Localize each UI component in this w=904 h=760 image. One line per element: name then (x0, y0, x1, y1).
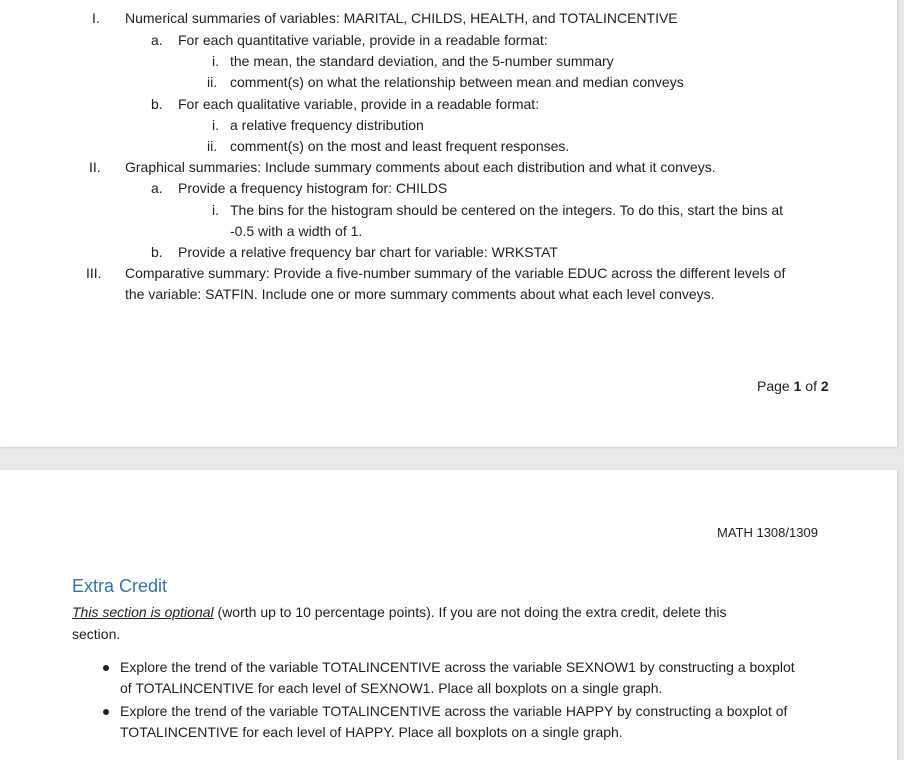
extra-credit-intro: This section is optional (worth up to 10 percentage points). If you are not doing the extra credit, delete this (72, 604, 727, 620)
item-text: Graphical summaries: Include summary comments about each distribution and what it conveys. (125, 159, 716, 175)
item-text: comment(s) on what the relationship between mean and median conveys (230, 74, 684, 90)
item-text: Numerical summaries of variables: MARITAL, CHILDS, HEALTH, and TOTALINCENTIVE (125, 10, 678, 26)
list-numeral: III. (86, 265, 102, 281)
list-letter: a. (151, 180, 163, 196)
list-numeral: I. (92, 10, 100, 26)
list-numeral: ii. (207, 74, 218, 90)
item-text: Comparative summary: Provide a five-number summary of the variable EDUC across the different levels of (125, 265, 786, 281)
item-text: a relative frequency distribution (230, 117, 424, 133)
list-item: TOTALINCENTIVE for each level of HAPPY. Place all boxplots on a single graph. (120, 724, 623, 740)
optional-note: This section is optional (72, 604, 214, 620)
list-numeral: i. (212, 53, 219, 69)
list-item: Explore the trend of the variable TOTALINCENTIVE across the variable HAPPY by constructing a boxplot of (120, 703, 788, 719)
list-item: Explore the trend of the variable TOTALINCENTIVE across the variable SEXNOW1 by constructing a boxplot (120, 659, 795, 675)
list-letter: b. (151, 96, 163, 112)
page-header: MATH 1308/1309 (717, 525, 818, 540)
item-text: comment(s) on the most and least frequent responses. (230, 138, 570, 154)
document-page-2 (0, 470, 897, 760)
item-text: For each quantitative variable, provide in a readable format: (178, 32, 548, 48)
page-number: Page 1 of 2 (757, 378, 829, 394)
item-text: The bins for the histogram should be centered on the integers. To do this, start the bins at (230, 202, 784, 218)
item-text: For each qualitative variable, provide in a readable format: (178, 96, 540, 112)
section-heading: Extra Credit (72, 576, 168, 596)
item-text: -0.5 with a width of 1. (230, 223, 363, 239)
item-text: the variable: SATFIN. Include one or more summary comments about what each level conveys. (125, 286, 715, 302)
list-numeral: ii. (207, 138, 218, 154)
extra-credit-intro-line2: section. (72, 626, 121, 642)
list-numeral: II. (89, 159, 101, 175)
list-item: of TOTALINCENTIVE for each level of SEXNOW1. Place all boxplots on a single graph. (120, 680, 663, 696)
list-numeral: i. (212, 202, 219, 218)
bullet-icon (103, 709, 109, 715)
list-numeral: i. (212, 117, 219, 133)
bullet-icon (103, 665, 109, 671)
item-text: Provide a frequency histogram for: CHILDS (178, 180, 448, 196)
item-text: the mean, the standard deviation, and the 5-number summary (230, 53, 614, 69)
item-text: Provide a relative frequency bar chart for variable: WRKSTAT (178, 244, 558, 260)
list-letter: a. (151, 32, 163, 48)
list-letter: b. (151, 244, 163, 260)
